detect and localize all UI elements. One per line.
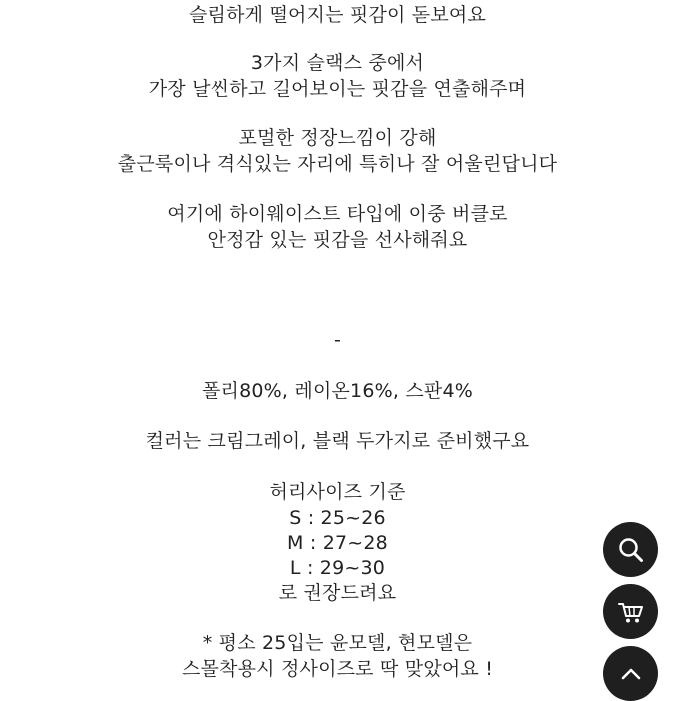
size-m: M : 27~28 <box>287 532 388 554</box>
material-info: 폴리80%, 레이온16%, 스판4% <box>201 380 474 402</box>
description-line: 출근룩이나 격식있는 자리에 특히나 잘 어울린답니다 <box>117 153 558 175</box>
size-recommend: 로 권장드려요 <box>278 582 397 604</box>
description-line: 여기에 하이웨이스트 타입에 이중 버클로 <box>167 203 508 225</box>
description-line: 슬림하게 떨어지는 핏감이 돋보여요 <box>188 4 487 26</box>
model-note: 스몰착용시 정사이즈로 딱 맞았어요 ! <box>181 658 494 680</box>
divider-dash: - <box>333 329 342 351</box>
search-button[interactable] <box>603 522 658 577</box>
chevron-up-icon <box>616 659 646 689</box>
size-l: L : 29~30 <box>289 557 386 579</box>
cart-button[interactable] <box>603 584 658 639</box>
description-line: 안정감 있는 핏감을 선사해줘요 <box>207 229 468 251</box>
description-line: 포멀한 정장느낌이 강해 <box>238 127 437 149</box>
size-heading: 허리사이즈 기준 <box>269 481 406 503</box>
description-line: 가장 날씬하고 길어보이는 핏감을 연출해주며 <box>148 78 527 100</box>
size-s: S : 25~26 <box>289 507 386 529</box>
description-line: 3가지 슬랙스 중에서 <box>250 52 425 74</box>
color-info: 컬러는 크림그레이, 블랙 두가지로 준비했구요 <box>145 430 530 452</box>
scroll-top-button[interactable] <box>603 646 658 701</box>
search-icon <box>616 535 646 565</box>
model-note: * 평소 25입는 윤모델, 현모델은 <box>202 632 473 654</box>
cart-icon <box>616 597 646 627</box>
